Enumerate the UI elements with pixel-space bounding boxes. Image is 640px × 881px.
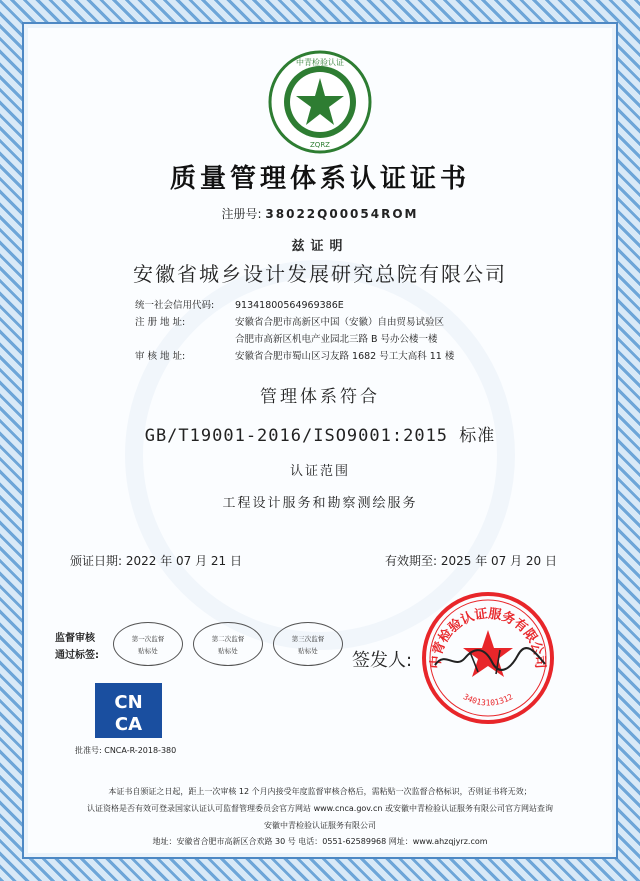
info-row bbox=[135, 314, 454, 331]
signer-label: 签发人: bbox=[352, 650, 413, 671]
stamp-title: 第一次监督 bbox=[131, 635, 165, 643]
stamp-sub: 贴标处 bbox=[138, 647, 158, 655]
info-label: 统一社会信用代码: bbox=[135, 300, 215, 311]
info-value: 安徽省合肥市蜀山区习友路 1682 号工大高科 11 楼 bbox=[235, 351, 455, 362]
logo-letters: ZQRZ bbox=[310, 141, 330, 149]
cnca-logo bbox=[95, 683, 162, 738]
standard: GB/T19001-2016/ISO9001:2015 标准 bbox=[144, 426, 496, 446]
signature bbox=[430, 640, 550, 680]
supervision-label bbox=[55, 630, 99, 664]
certification-logo bbox=[268, 50, 372, 154]
seal-number: 34013101312 bbox=[461, 692, 515, 708]
cnca-approval-number: 批准号: CNCA-R-2018-380 bbox=[75, 746, 177, 755]
scope-title: 认证范围 bbox=[289, 464, 350, 479]
certificate-title: 质量管理体系认证证书 bbox=[169, 164, 470, 194]
issue-date: 颁证日期: 2022 年 07 月 21 日 bbox=[70, 554, 243, 568]
expiry-date: 有效期至: 2025 年 07 月 20 日 bbox=[385, 554, 558, 568]
system-conform: 管理体系符合 bbox=[260, 387, 380, 407]
scope-value: 工程设计服务和勘察测绘服务 bbox=[222, 496, 418, 511]
svg-text:CA: CA bbox=[114, 714, 143, 735]
svg-text:34013101312 bbox=[462, 692, 515, 707]
note-validity: 本证书自颁证之日起，距上一次审核 12 个月内接受年度监督审核合格后，需粘贴一次监督合格标识，否则证书将无效； bbox=[108, 787, 532, 796]
info-row bbox=[135, 331, 454, 348]
supervision-stamps bbox=[113, 622, 343, 666]
info-value: 合肥市高新区机电产业园北三路 B 号办公楼一楼 bbox=[235, 334, 438, 345]
registration-label: 注册号: bbox=[221, 207, 262, 221]
stamp-slot-3 bbox=[273, 622, 343, 666]
info-label bbox=[135, 331, 235, 348]
info-value: 安徽省合肥市高新区中国（安徽）自由贸易试验区 bbox=[235, 317, 445, 328]
stamp-slot-2 bbox=[193, 622, 263, 666]
supervision-line1: 监督审核 bbox=[55, 633, 95, 644]
note-issuer: 安徽中青检验认证服务有限公司 bbox=[264, 821, 376, 830]
logo-text: 中青检验认证 bbox=[296, 58, 344, 67]
company-name: 安徽省城乡设计发展研究总院有限公司 bbox=[133, 262, 507, 286]
supervision-line2: 通过标签: bbox=[55, 650, 99, 661]
company-info bbox=[135, 297, 454, 365]
stamp-title: 第二次监督 bbox=[211, 635, 245, 643]
info-row bbox=[135, 348, 454, 365]
registration-value: 38022Q00054ROM bbox=[265, 207, 419, 221]
stamp-sub: 贴标处 bbox=[298, 647, 318, 655]
registration-number bbox=[22, 205, 618, 222]
stamp-slot-1 bbox=[113, 622, 183, 666]
info-label: 注 册 地 址: bbox=[135, 317, 186, 328]
seal-text: 中青检验认证服务有限公司 bbox=[428, 606, 548, 670]
info-row bbox=[135, 297, 454, 314]
svg-text:CN: CN bbox=[114, 692, 143, 713]
note-contact: 地址：安徽省合肥市高新区合欢路 30 号 电话：0551-62589968 网址：www.ahzqjyrz.com bbox=[152, 837, 488, 846]
stamp-title: 第三次监督 bbox=[291, 635, 325, 643]
info-label: 审 核 地 址: bbox=[135, 351, 186, 362]
info-value: 91341800564969386E bbox=[235, 300, 344, 311]
certify-heading: 兹证明 bbox=[291, 239, 349, 254]
stamp-sub: 贴标处 bbox=[218, 647, 238, 655]
note-verification: 认证资格是否有效可登录国家认证认可监督管理委员会官方网站 www.cnca.gov.cn 或安徽中青检验认证服务有限公司官方网站查询 bbox=[87, 804, 553, 813]
